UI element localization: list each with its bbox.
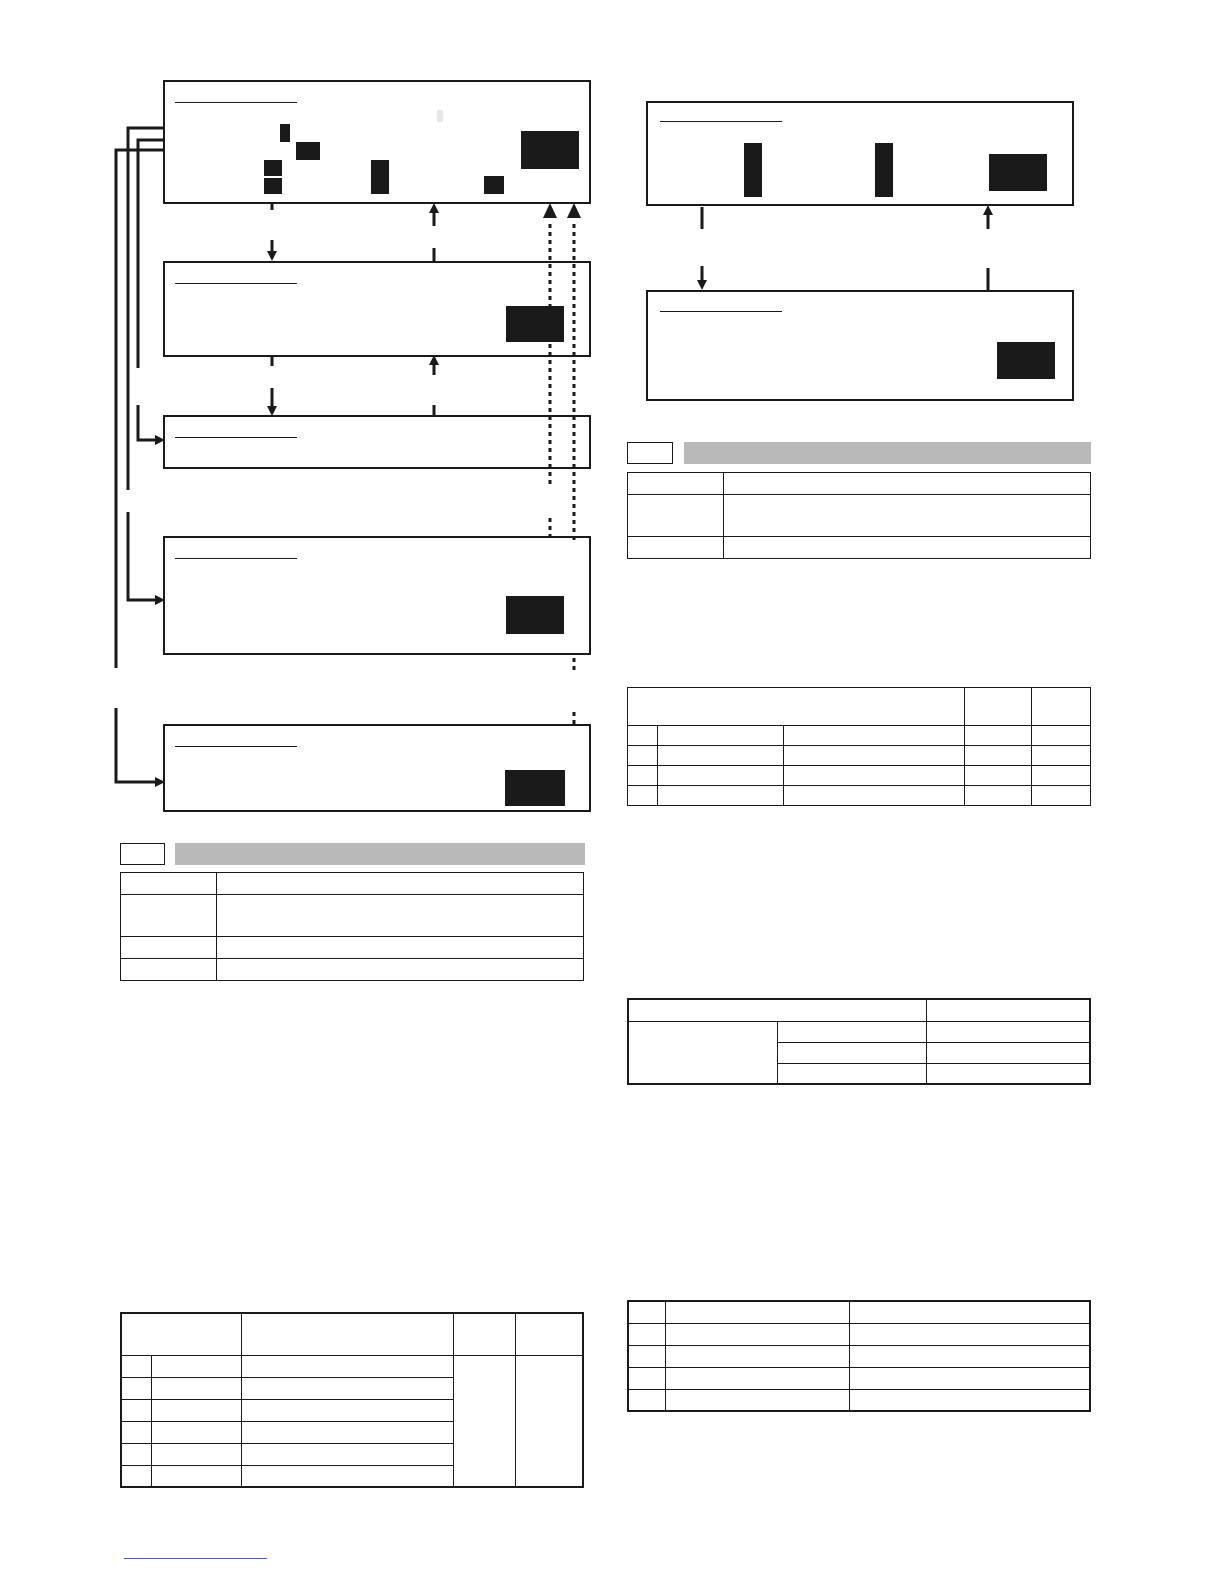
table-cell [784,766,965,786]
table-cell [151,1421,241,1443]
table-cell [658,746,784,766]
table-cell [121,873,217,895]
right-list-table [627,1300,1091,1412]
table-cell [121,1465,151,1487]
table-cell [965,786,1032,806]
table-cell [628,473,724,495]
table-cell [241,1465,453,1487]
left-spec-table [120,872,584,981]
table-cell [628,1345,665,1367]
table-cell [217,959,584,981]
table-cell [453,1355,515,1487]
connector-line [128,512,160,600]
table-cell [849,1345,1090,1367]
right-setting-table [627,998,1091,1085]
table-cell [1032,726,1091,746]
table-header-cell [628,999,926,1021]
table-cell [658,726,784,746]
table-cell [1032,786,1091,806]
table-cell [151,1377,241,1399]
table-cell [1032,746,1091,766]
table-cell [665,1323,849,1345]
table-cell [658,766,784,786]
connector-line [128,128,163,490]
up-arrow-head [543,203,557,218]
table-cell [849,1301,1090,1323]
table-cell [628,786,658,806]
table-cell [241,1399,453,1421]
table-cell [724,537,1091,559]
table-cell [628,766,658,786]
connector-line [138,140,163,368]
section-title-bar [175,843,585,865]
table-cell [217,937,584,959]
table-cell [628,1389,665,1411]
right-mode-table [627,687,1091,806]
table-cell [515,1355,583,1487]
table-cell [241,1443,453,1465]
table-cell [777,1042,926,1063]
table-cell [628,537,724,559]
table-cell [241,1377,453,1399]
table-header-cell [926,999,1090,1021]
table-cell [777,1063,926,1084]
table-header-cell [121,1313,241,1355]
table-cell [121,895,217,937]
table-cell [849,1389,1090,1411]
section-tag [627,442,673,464]
table-header-cell [628,688,965,726]
connector-line [138,405,160,440]
table-cell [121,959,217,981]
table-cell [151,1443,241,1465]
table-cell [777,1021,926,1042]
table-header-cell [453,1313,515,1355]
table-cell [665,1367,849,1389]
table-cell [151,1465,241,1487]
table-cell [241,1355,453,1377]
table-cell [121,1443,151,1465]
table-cell [628,1021,777,1084]
table-cell [724,473,1091,495]
table-cell [1032,766,1091,786]
table-cell [849,1323,1090,1345]
table-cell [217,895,584,937]
table-cell [628,1323,665,1345]
table-cell [965,726,1032,746]
table-header-cell [515,1313,583,1355]
table-header-cell [965,688,1032,726]
table-cell [628,746,658,766]
table-cell [628,1301,665,1323]
table-cell [724,495,1091,537]
table-cell [784,726,965,746]
up-arrow-head [567,203,581,218]
table-cell [628,1367,665,1389]
table-header-cell [241,1313,453,1355]
table-cell [628,726,658,746]
table-cell [241,1421,453,1443]
table-cell [217,873,584,895]
table-cell [121,1355,151,1377]
connector-line [116,708,160,782]
table-cell [151,1355,241,1377]
table-cell [121,1421,151,1443]
table-cell [849,1367,1090,1389]
table-cell [926,1063,1090,1084]
table-cell [784,746,965,766]
table-cell [121,937,217,959]
table-cell [965,766,1032,786]
table-cell [628,495,724,537]
table-header-cell [1032,688,1091,726]
table-cell [121,1399,151,1421]
table-cell [121,1377,151,1399]
table-cell [665,1389,849,1411]
right-spec-table [627,472,1091,559]
section-tag [120,843,165,865]
table-cell [965,746,1032,766]
footer-link-underline[interactable] [124,1558,267,1559]
table-cell [926,1042,1090,1063]
section-title-bar [684,442,1091,464]
table-cell [665,1301,849,1323]
table-cell [151,1399,241,1421]
table-cell [665,1345,849,1367]
table-cell [658,786,784,806]
table-cell [926,1021,1090,1042]
left-item-table [120,1312,584,1488]
table-cell [784,786,965,806]
